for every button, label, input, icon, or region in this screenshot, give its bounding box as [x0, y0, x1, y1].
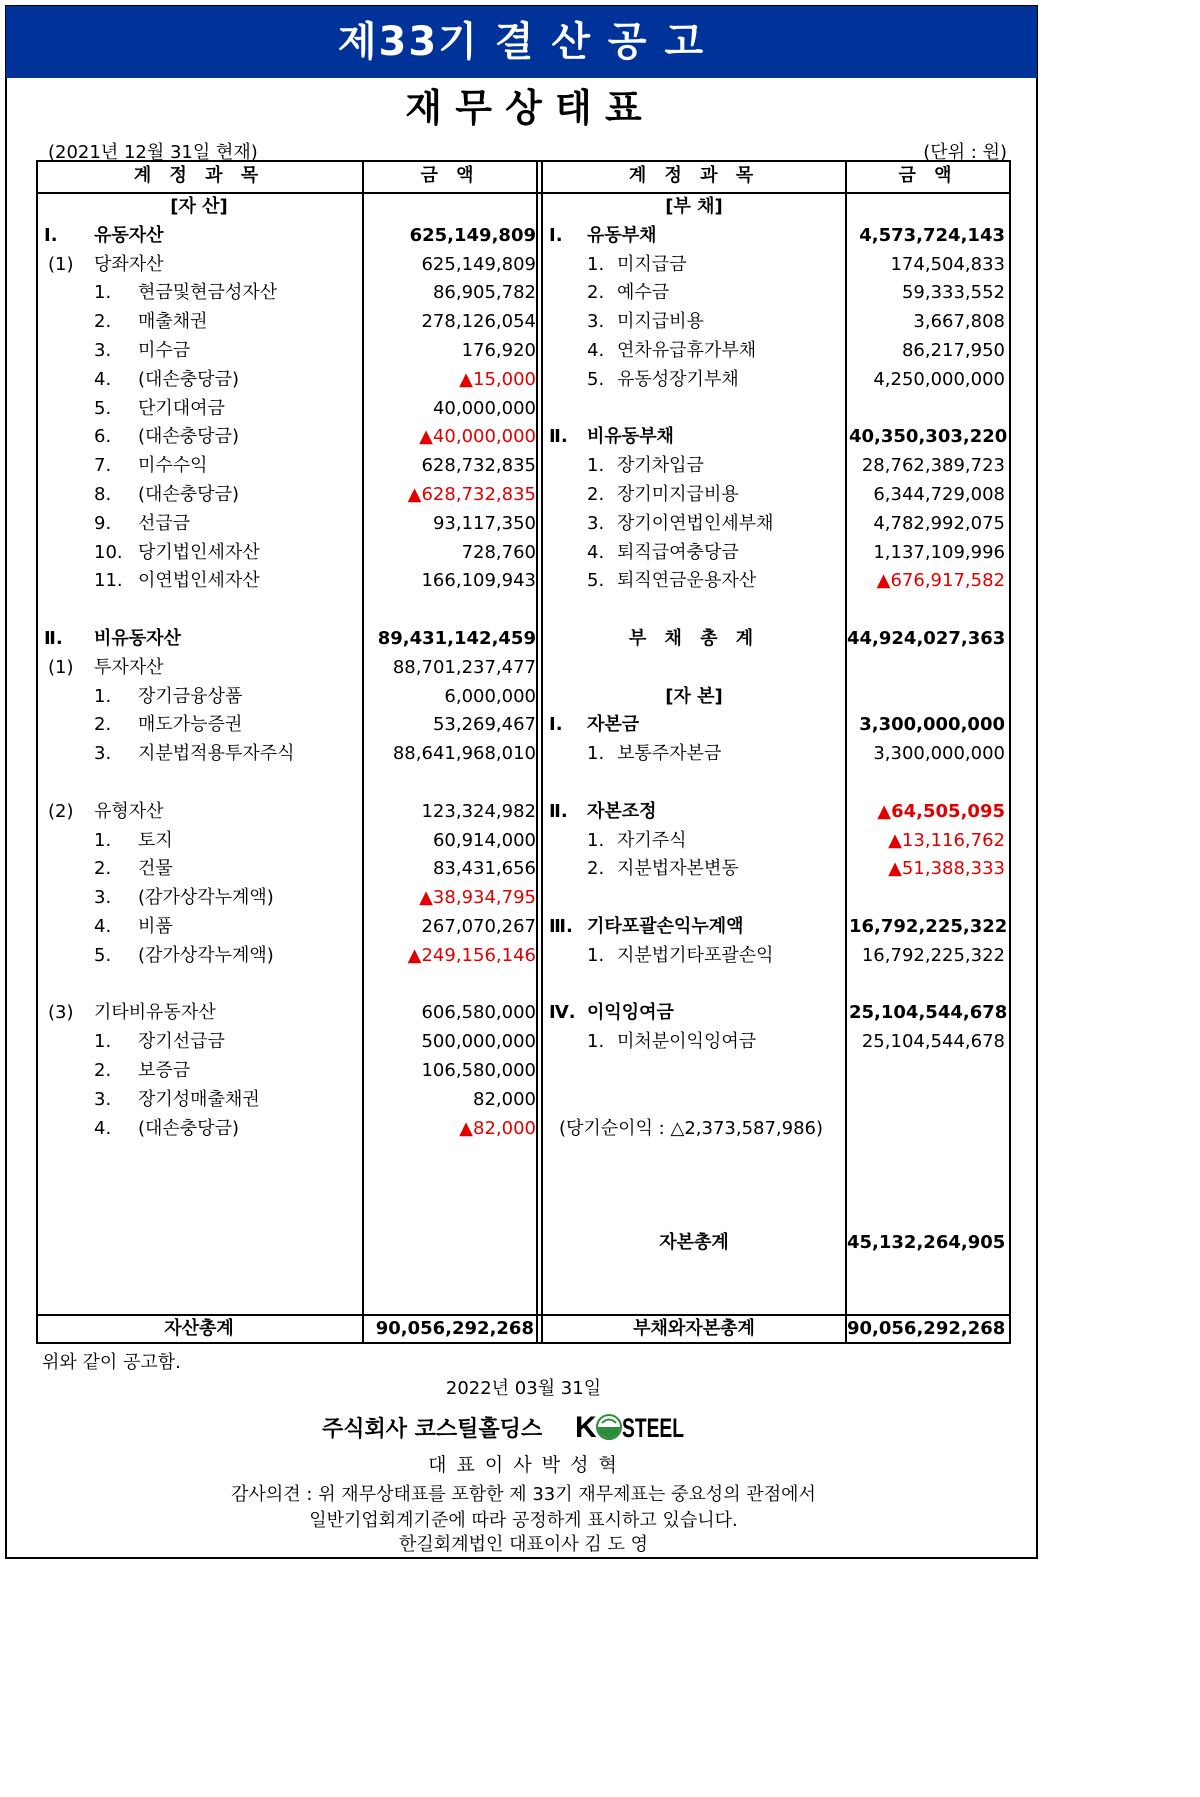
account-amount: 25,104,544,678: [861, 1031, 1005, 1053]
section-numeral: Ⅱ.: [44, 628, 63, 649]
account-amount: 174,504,833: [890, 253, 1005, 275]
account-name: 보증금: [138, 1060, 191, 1081]
account-name: (감가상각누계액): [138, 887, 274, 909]
kosteel-logo: [575, 1408, 685, 1444]
table-row: [36, 278, 536, 307]
account-name: 당기법인세자산: [138, 541, 260, 563]
section-numeral: Ⅱ.: [549, 800, 568, 822]
subsection-number: (2): [48, 800, 74, 822]
item-number: 1.: [94, 1031, 112, 1053]
table-row: [543, 509, 1009, 538]
table-row: [543, 1027, 1009, 1056]
account-name: 지분법자본변동: [617, 858, 739, 880]
account-name: 이연법인세자산: [138, 570, 260, 592]
item-number: 5.: [587, 570, 605, 592]
section-numeral: Ⅰ.: [44, 224, 58, 246]
account-amount: 728,760: [461, 541, 536, 563]
item-number: 2.: [94, 1060, 112, 1081]
table-row: [543, 941, 1009, 970]
table-row: [36, 826, 536, 855]
account-name: 지분법기타포괄손익: [617, 944, 774, 966]
item-number: 2.: [587, 282, 605, 304]
statement-title: 재 무 상 태 표: [405, 86, 642, 130]
item-number: 8.: [94, 484, 112, 505]
table-row: [36, 509, 536, 538]
item-number: 4.: [94, 916, 112, 937]
account-name: (대손충당금): [138, 426, 239, 448]
account-amount: 4,573,724,143: [859, 224, 1005, 246]
balance-sheet-table: [36, 160, 1011, 1344]
table-row: [543, 250, 1009, 279]
liab-account-header: 계 정 과 목: [628, 165, 760, 186]
account-amount: 40,350,303,220: [849, 426, 1008, 448]
audit-opinion-line-1: 감사의견 : 위 재무상태표를 포함한 제 33기 재무제표는 중요성의 관점에서: [231, 1484, 816, 1505]
table-row: [36, 394, 536, 423]
account-name: 투자자산: [94, 656, 164, 678]
table-row: [543, 566, 1009, 595]
table-row: [543, 970, 1009, 999]
table-row: [36, 998, 536, 1027]
table-row: [36, 682, 536, 711]
item-number: 10.: [94, 541, 123, 563]
account-amount: 88,641,968,010: [392, 743, 536, 765]
table-row: [36, 797, 536, 826]
account-amount: 86,905,782: [432, 282, 536, 304]
liabilities-section-label: [부 채]: [665, 196, 723, 217]
table-row: [543, 826, 1009, 855]
account-amount: 88,701,237,477: [392, 656, 536, 678]
assets-total-amount: 90,056,292,268: [375, 1318, 534, 1339]
company-name: 주식회사 코스틸홀딩스: [322, 1417, 543, 1442]
section-numeral: Ⅰ.: [549, 714, 563, 736]
account-amount: ▲15,000: [459, 368, 536, 390]
account-name: 비유동부채: [587, 426, 674, 448]
table-row: [543, 998, 1009, 1027]
svg-text:K: K: [575, 1411, 597, 1444]
assets-section-label: [자 산]: [170, 196, 228, 217]
table-row: [36, 941, 536, 970]
item-number: 1.: [94, 829, 112, 851]
item-number: 2.: [587, 484, 605, 505]
table-row: [36, 970, 536, 999]
account-name: 토지: [138, 829, 173, 851]
account-name: 장기미지급비용: [617, 484, 739, 505]
table-row: [36, 624, 536, 653]
account-name: (대손충당금): [138, 1117, 239, 1139]
notice-banner: 제33기 결 산 공 고: [6, 6, 1037, 78]
account-amount: 3,300,000,000: [859, 714, 1005, 736]
account-amount: ▲13,116,762: [888, 829, 1005, 851]
equity-total-label: 자본총계: [659, 1232, 729, 1253]
account-amount: 60,914,000: [432, 829, 536, 851]
account-name: 자기주식: [617, 829, 687, 851]
table-row: [36, 307, 536, 336]
account-name: 연차유급휴가부채: [617, 340, 757, 361]
liabilities-total-label: 부 채 총 계: [628, 628, 760, 649]
account-amount: 166,109,943: [421, 570, 536, 592]
table-row: [36, 883, 536, 912]
grand-total-label: 부채와자본총계: [633, 1318, 755, 1339]
equity-section-label: [자 본]: [665, 685, 723, 707]
account-amount: 606,580,000: [421, 1002, 536, 1024]
account-amount: 278,126,054: [421, 311, 536, 333]
account-name: 미수수익: [138, 455, 208, 477]
account-amount: 1,137,109,996: [873, 541, 1005, 563]
table-row: [36, 1027, 536, 1056]
table-row: [543, 221, 1009, 250]
account-name: 보통주자본금: [617, 743, 722, 765]
account-name: 지분법적용투자주식: [138, 743, 295, 765]
account-name: 장기금융상품: [138, 685, 243, 707]
table-row: [36, 221, 536, 250]
account-amount: 625,149,809: [409, 224, 536, 246]
account-amount: 6,000,000: [444, 685, 536, 707]
account-amount: 106,580,000: [421, 1060, 536, 1081]
item-number: 2.: [94, 311, 112, 333]
table-row: [36, 250, 536, 279]
table-row: [36, 1056, 536, 1085]
account-amount: 82,000: [473, 1088, 536, 1110]
account-name: 미지급비용: [617, 311, 704, 333]
item-number: 3.: [94, 1088, 112, 1110]
table-row: [543, 278, 1009, 307]
table-row: [543, 854, 1009, 883]
item-number: 2.: [587, 858, 605, 880]
liabilities-total-amount: 44,924,027,363: [847, 628, 1006, 649]
item-number: 6.: [94, 426, 112, 448]
table-row: [36, 365, 536, 394]
account-amount: 628,732,835: [421, 455, 536, 477]
account-amount: ▲40,000,000: [419, 426, 536, 448]
item-number: 5.: [94, 944, 112, 966]
table-row: [543, 797, 1009, 826]
svg-text:STEEL: STEEL: [622, 1413, 684, 1443]
account-amount: 93,117,350: [432, 512, 536, 534]
table-row: [36, 480, 536, 509]
table-row: [543, 365, 1009, 394]
account-name: 예수금: [617, 282, 670, 304]
account-amount: 28,762,389,723: [861, 455, 1005, 477]
table-row: [36, 538, 536, 567]
table-row: [543, 768, 1009, 797]
publication-date: 2022년 03월 31일: [445, 1378, 602, 1399]
account-amount: 16,792,225,322: [849, 916, 1008, 937]
center-double-line-a: [536, 160, 538, 1344]
item-number: 4.: [94, 368, 112, 390]
account-amount: 267,070,267: [421, 916, 536, 937]
account-amount: ▲38,934,795: [419, 887, 536, 909]
account-amount: 625,149,809: [421, 253, 536, 275]
table-row: [543, 883, 1009, 912]
table-row: [543, 336, 1009, 365]
item-number: 7.: [94, 455, 112, 477]
table-row: [543, 912, 1009, 941]
account-amount: ▲628,732,835: [407, 484, 536, 505]
item-number: 5.: [94, 397, 112, 419]
subsection-number: (1): [48, 656, 74, 678]
account-name: 장기차입금: [617, 455, 704, 477]
item-number: 3.: [587, 311, 605, 333]
table-row: [36, 422, 536, 451]
account-name: 퇴직급여충당금: [617, 541, 739, 563]
account-amount: 3,667,808: [913, 311, 1005, 333]
audit-opinion-line-3: 한길회계법인 대표이사 김 도 영: [399, 1534, 648, 1555]
table-row: [36, 653, 536, 682]
section-numeral: Ⅳ.: [549, 1002, 576, 1024]
account-name: 매도가능증권: [138, 714, 243, 736]
item-number: 3.: [587, 512, 605, 534]
table-row: [36, 710, 536, 739]
account-amount: ▲249,156,146: [407, 944, 536, 966]
account-name: 매출채권: [138, 311, 208, 333]
item-number: 4.: [587, 340, 605, 361]
account-name: (대손충당금): [138, 484, 239, 505]
account-name: 당좌자산: [94, 253, 164, 275]
subsection-number: (1): [48, 253, 74, 275]
item-number: 1.: [94, 685, 112, 707]
table-row: [36, 1114, 536, 1143]
table-row: [543, 307, 1009, 336]
account-amount: 4,250,000,000: [873, 368, 1005, 390]
section-numeral: Ⅰ.: [549, 224, 563, 246]
table-row: [36, 566, 536, 595]
account-amount: 25,104,544,678: [849, 1002, 1008, 1024]
account-amount: 4,782,992,075: [873, 512, 1005, 534]
account-amount: 6,344,729,008: [873, 484, 1005, 505]
item-number: 3.: [94, 887, 112, 909]
item-number: 9.: [94, 512, 112, 534]
item-number: 5.: [587, 368, 605, 390]
item-number: 1.: [587, 829, 605, 851]
item-number: 1.: [587, 944, 605, 966]
account-name: (감가상각누계액): [138, 944, 274, 966]
table-row: [543, 422, 1009, 451]
representative: 대 표 이 사 박 성 혁: [428, 1454, 619, 1476]
account-name: 자본조정: [587, 800, 657, 822]
table-row: [36, 451, 536, 480]
account-amount: 89,431,142,459: [377, 628, 536, 649]
item-number: 11.: [94, 570, 123, 592]
account-amount: 3,300,000,000: [873, 743, 1005, 765]
account-amount: 16,792,225,322: [861, 944, 1005, 966]
account-amount: 500,000,000: [421, 1031, 536, 1053]
table-border-right: [1009, 160, 1011, 1344]
item-number: 4.: [94, 1117, 112, 1139]
table-row: [543, 394, 1009, 423]
unit-label: (단위 : 원): [923, 142, 1007, 163]
account-amount: 53,269,467: [432, 714, 536, 736]
table-row: [36, 336, 536, 365]
account-amount: ▲676,917,582: [876, 570, 1005, 592]
account-name: 유동자산: [94, 224, 164, 246]
item-number: 2.: [94, 714, 112, 736]
item-number: 4.: [587, 541, 605, 563]
account-name: 단기대여금: [138, 397, 225, 419]
table-row: [543, 480, 1009, 509]
table-row: [36, 854, 536, 883]
account-name: 미수금: [138, 340, 191, 361]
account-name: 기타비유동자산: [94, 1002, 216, 1024]
item-number: 1.: [587, 743, 605, 765]
table-row: [36, 768, 536, 797]
table-row: [36, 1085, 536, 1114]
table-row: [543, 451, 1009, 480]
account-name: 미처분이익잉여금: [617, 1031, 757, 1053]
section-numeral: Ⅲ.: [549, 916, 573, 937]
account-name: 미지급금: [617, 253, 687, 275]
grand-total-amount: 90,056,292,268: [847, 1318, 1006, 1339]
table-row: [36, 912, 536, 941]
section-numeral: Ⅱ.: [549, 426, 568, 448]
account-amount: 176,920: [461, 340, 536, 361]
item-number: 3.: [94, 743, 112, 765]
account-amount: 40,000,000: [432, 397, 536, 419]
item-number: 2.: [94, 858, 112, 880]
account-name: 선급금: [138, 512, 191, 534]
net-income-note: (당기순이익 : △2,373,587,986): [559, 1117, 824, 1139]
account-name: 유동성장기부채: [617, 368, 739, 390]
assets-account-header: 계 정 과 목: [133, 165, 265, 186]
account-name: 자본금: [587, 714, 640, 736]
table-row: [543, 538, 1009, 567]
liab-amount-header: 금 액: [898, 165, 958, 186]
account-amount: 83,431,656: [432, 858, 536, 880]
assets-amount-header: 금 액: [420, 165, 480, 186]
item-number: 3.: [94, 340, 112, 361]
table-row: [36, 739, 536, 768]
account-name: 장기성매출채권: [138, 1088, 260, 1110]
account-name: 현금및현금성자산: [138, 282, 278, 304]
account-name: 기타포괄손익누계액: [587, 916, 744, 937]
item-number: 1.: [587, 455, 605, 477]
account-name: 건물: [138, 858, 173, 880]
account-amount: ▲51,388,333: [888, 858, 1005, 880]
account-name: (대손충당금): [138, 368, 239, 390]
table-row: [543, 710, 1009, 739]
table-row: [36, 595, 536, 624]
account-amount: 59,333,552: [901, 282, 1005, 304]
as-of-date: (2021년 12월 31일 현재): [48, 142, 258, 163]
account-amount: ▲82,000: [459, 1117, 536, 1139]
account-name: 장기이연법인세부채: [617, 512, 774, 534]
publication-note: 위와 같이 공고함.: [42, 1352, 181, 1373]
account-name: 퇴직연금운용자산: [617, 570, 757, 592]
account-amount: ▲64,505,095: [877, 800, 1005, 822]
account-name: 이익잉여금: [587, 1002, 674, 1024]
audit-opinion-line-2: 일반기업회계기준에 따라 공정하게 표시하고 있습니다.: [309, 1510, 738, 1531]
account-amount: 86,217,950: [901, 340, 1005, 361]
account-name: 비유동자산: [94, 628, 181, 649]
equity-total-amount: 45,132,264,905: [847, 1232, 1006, 1253]
item-number: 1.: [587, 253, 605, 275]
account-amount: 123,324,982: [421, 800, 536, 822]
account-name: 장기선급금: [138, 1031, 225, 1053]
item-number: 1.: [94, 282, 112, 304]
account-name: 비품: [138, 916, 173, 937]
table-row: [543, 739, 1009, 768]
account-name: 유형자산: [94, 800, 164, 822]
account-name: 유동부채: [587, 224, 657, 246]
item-number: 1.: [587, 1031, 605, 1053]
assets-total-label: 자산총계: [164, 1318, 234, 1339]
subsection-number: (3): [48, 1002, 74, 1024]
